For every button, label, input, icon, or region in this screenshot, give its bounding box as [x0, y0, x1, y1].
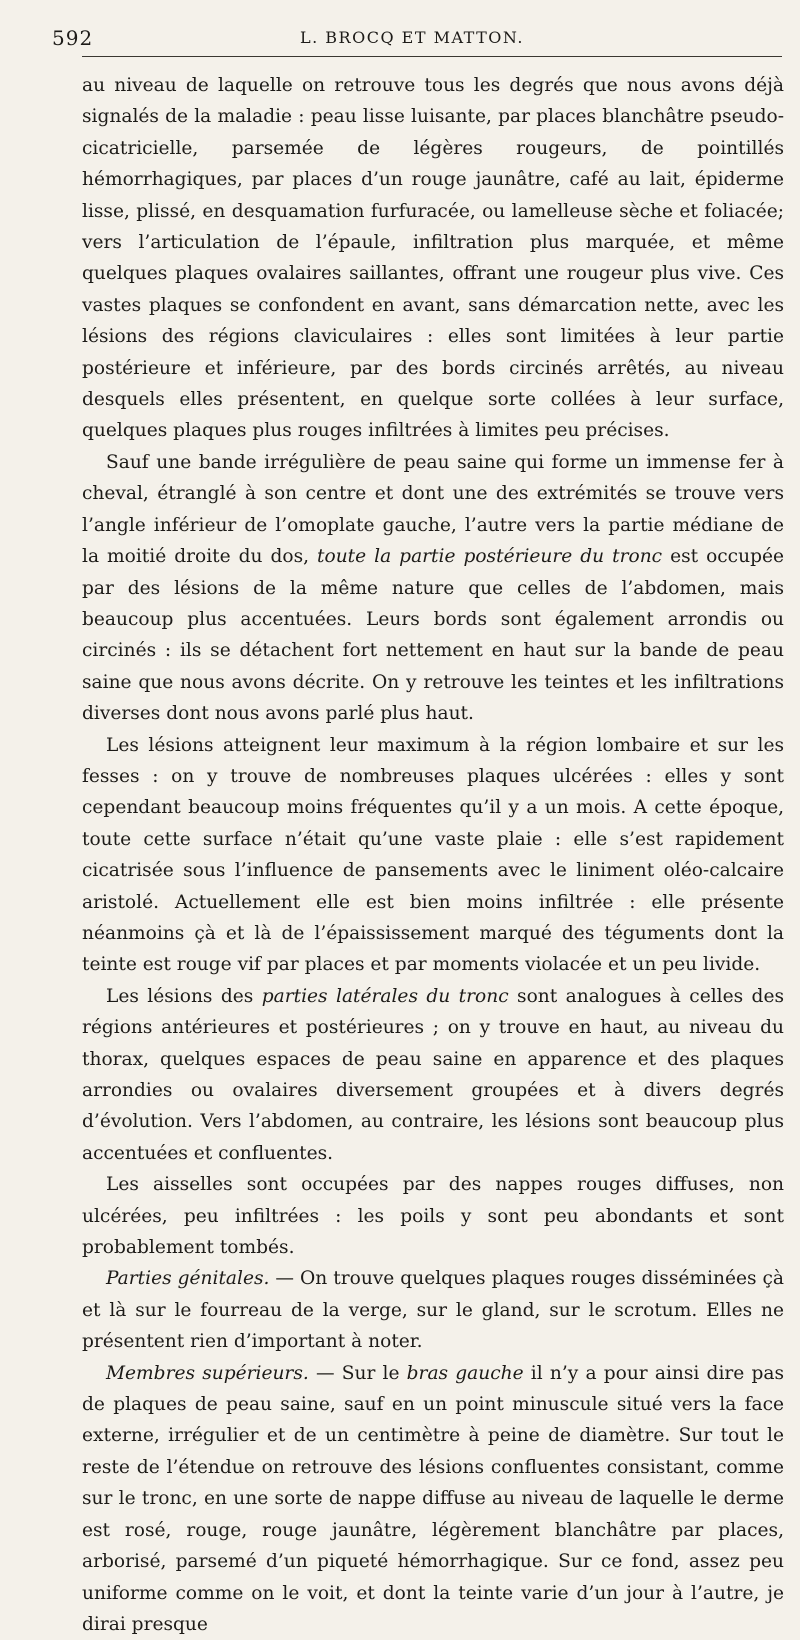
- italic-segment: toute la partie postérieure du tronc: [317, 546, 663, 568]
- paragraph-2: [82, 447, 784, 730]
- text-segment: Les aisselles sont occupées par des nappes rouges diffuses, non ulcérées, peu infiltrées : les poils y sont peu abondants et sont probablement tombés.: [82, 1174, 784, 1259]
- body-text: [82, 70, 784, 1640]
- running-head: L. BROCQ ET MATTON.: [300, 28, 524, 47]
- text-segment: Les lésions atteignent leur maximum à la région lombaire et sur les fesses : on y trouve de nombreuses plaques ulcérées : elles y sont cependant beaucoup moins fréquentes qu’il y a un mois. A cette époque, toute cette surface n’était qu’une vaste plaie : elle s’est rapidement cicatrisée sous l’influence de pansements avec le liniment oléo-calcaire aristolé. Actuellement elle est bien moins infiltrée : elle présente néanmoins çà et là de l’épaississement marqué des téguments dont la teinte est rouge vif par places et par moments violacée et un peu livide.: [82, 734, 784, 976]
- italic-segment: Membres supérieurs.: [106, 1362, 309, 1384]
- text-segment: — Sur le: [308, 1362, 407, 1384]
- text-segment: il n’y a pour ainsi dire pas de plaques de peau saine, sauf en un point minuscule situé vers la face externe, irrégulier et de un centimètre à peine de diamètre. Sur tout le reste de l’étendue on retrouve des lésions confluentes consistant, comme sur le tronc, en une sorte de nappe diffuse au niveau de laquelle le derme est rosé, rouge, rouge jaunâtre, légèrement blanchâtre par places, arborisé, parsemé d’un piqueté hémorrhagique. Sur ce fond, assez peu uniforme comme on le voit, et dont la teinte varie d’un jour à l’autre, je dirai presque: [82, 1362, 784, 1635]
- italic-segment: bras gauche: [406, 1362, 524, 1384]
- paragraph-7: [82, 1358, 784, 1640]
- text-segment: Les lésions des: [106, 985, 262, 1007]
- italic-segment: Parties génitales.: [106, 1268, 270, 1290]
- paragraph-3: [82, 730, 784, 981]
- header-rule: [82, 56, 782, 57]
- text-segment: Sauf une bande irrégulière de peau saine qui forme un immense fer à cheval, étranglé à son centre et dont une des extrémités se trouve vers l’angle inférieur de l’omoplate gauche, l’autre vers la partie médiane de la moitié droite du dos,: [82, 451, 784, 568]
- text-segment: au niveau de laquelle on retrouve tous les degrés que nous avons déjà signalés de la maladie : peau lisse luisante, par places blanchâtre pseudo-cicatricielle, parsemée de légères rougeurs, de pointillés hémorrhagiques, par places d’un rouge jaunâtre, café au lait, épiderme lisse, plissé, en desquamation furfuracée, ou lamelleuse sèche et foliacée; vers l’articulation de l’épaule, infiltration plus marquée, et même quelques plaques ovalaires saillantes, offrant une rougeur plus vive. Ces vastes plaques se confondent en avant, sans démarcation nette, avec les lésions des régions claviculaires : elles sont limitées à leur partie postérieure et inférieure, par des bords circinés arrêtés, au niveau desquels elles présentent, en quelque sorte collées à leur surface, quelques plaques plus rouges infiltrées à limites peu précises.: [82, 75, 784, 442]
- page-number: 592: [52, 26, 94, 50]
- paragraph-5: [82, 1169, 784, 1263]
- page-header: [0, 14, 800, 54]
- paragraph-4: [82, 981, 784, 1169]
- paragraph-6: [82, 1263, 784, 1357]
- text-segment: est occupée par des lésions de la même nature que celles de l’abdomen, mais beaucoup plus accentuées. Leurs bords sont également arrondis ou circinés : ils se détachent fort nettement en haut sur la bande de peau saine que nous avons décrite. On y retrouve les teintes et les infiltrations diverses dont nous avons parlé plus haut.: [82, 546, 784, 725]
- text-segment: sont analogues à celles des régions antérieures et postérieures ; on y trouve en haut, au niveau du thorax, quelques espaces de peau saine en apparence et des plaques arrondies ou ovalaires diversement groupées et à divers degrés d’évolution. Vers l’abdomen, au contraire, les lésions sont beaucoup plus accentuées et confluentes.: [82, 985, 784, 1164]
- paragraph-1: [82, 70, 784, 447]
- text-segment: — On trouve quelques plaques rouges disséminées çà et là sur le fourreau de la verge, sur le gland, sur le scrotum. Elles ne présentent rien d’important à noter.: [82, 1268, 785, 1353]
- italic-segment: parties latérales du tronc: [261, 985, 509, 1007]
